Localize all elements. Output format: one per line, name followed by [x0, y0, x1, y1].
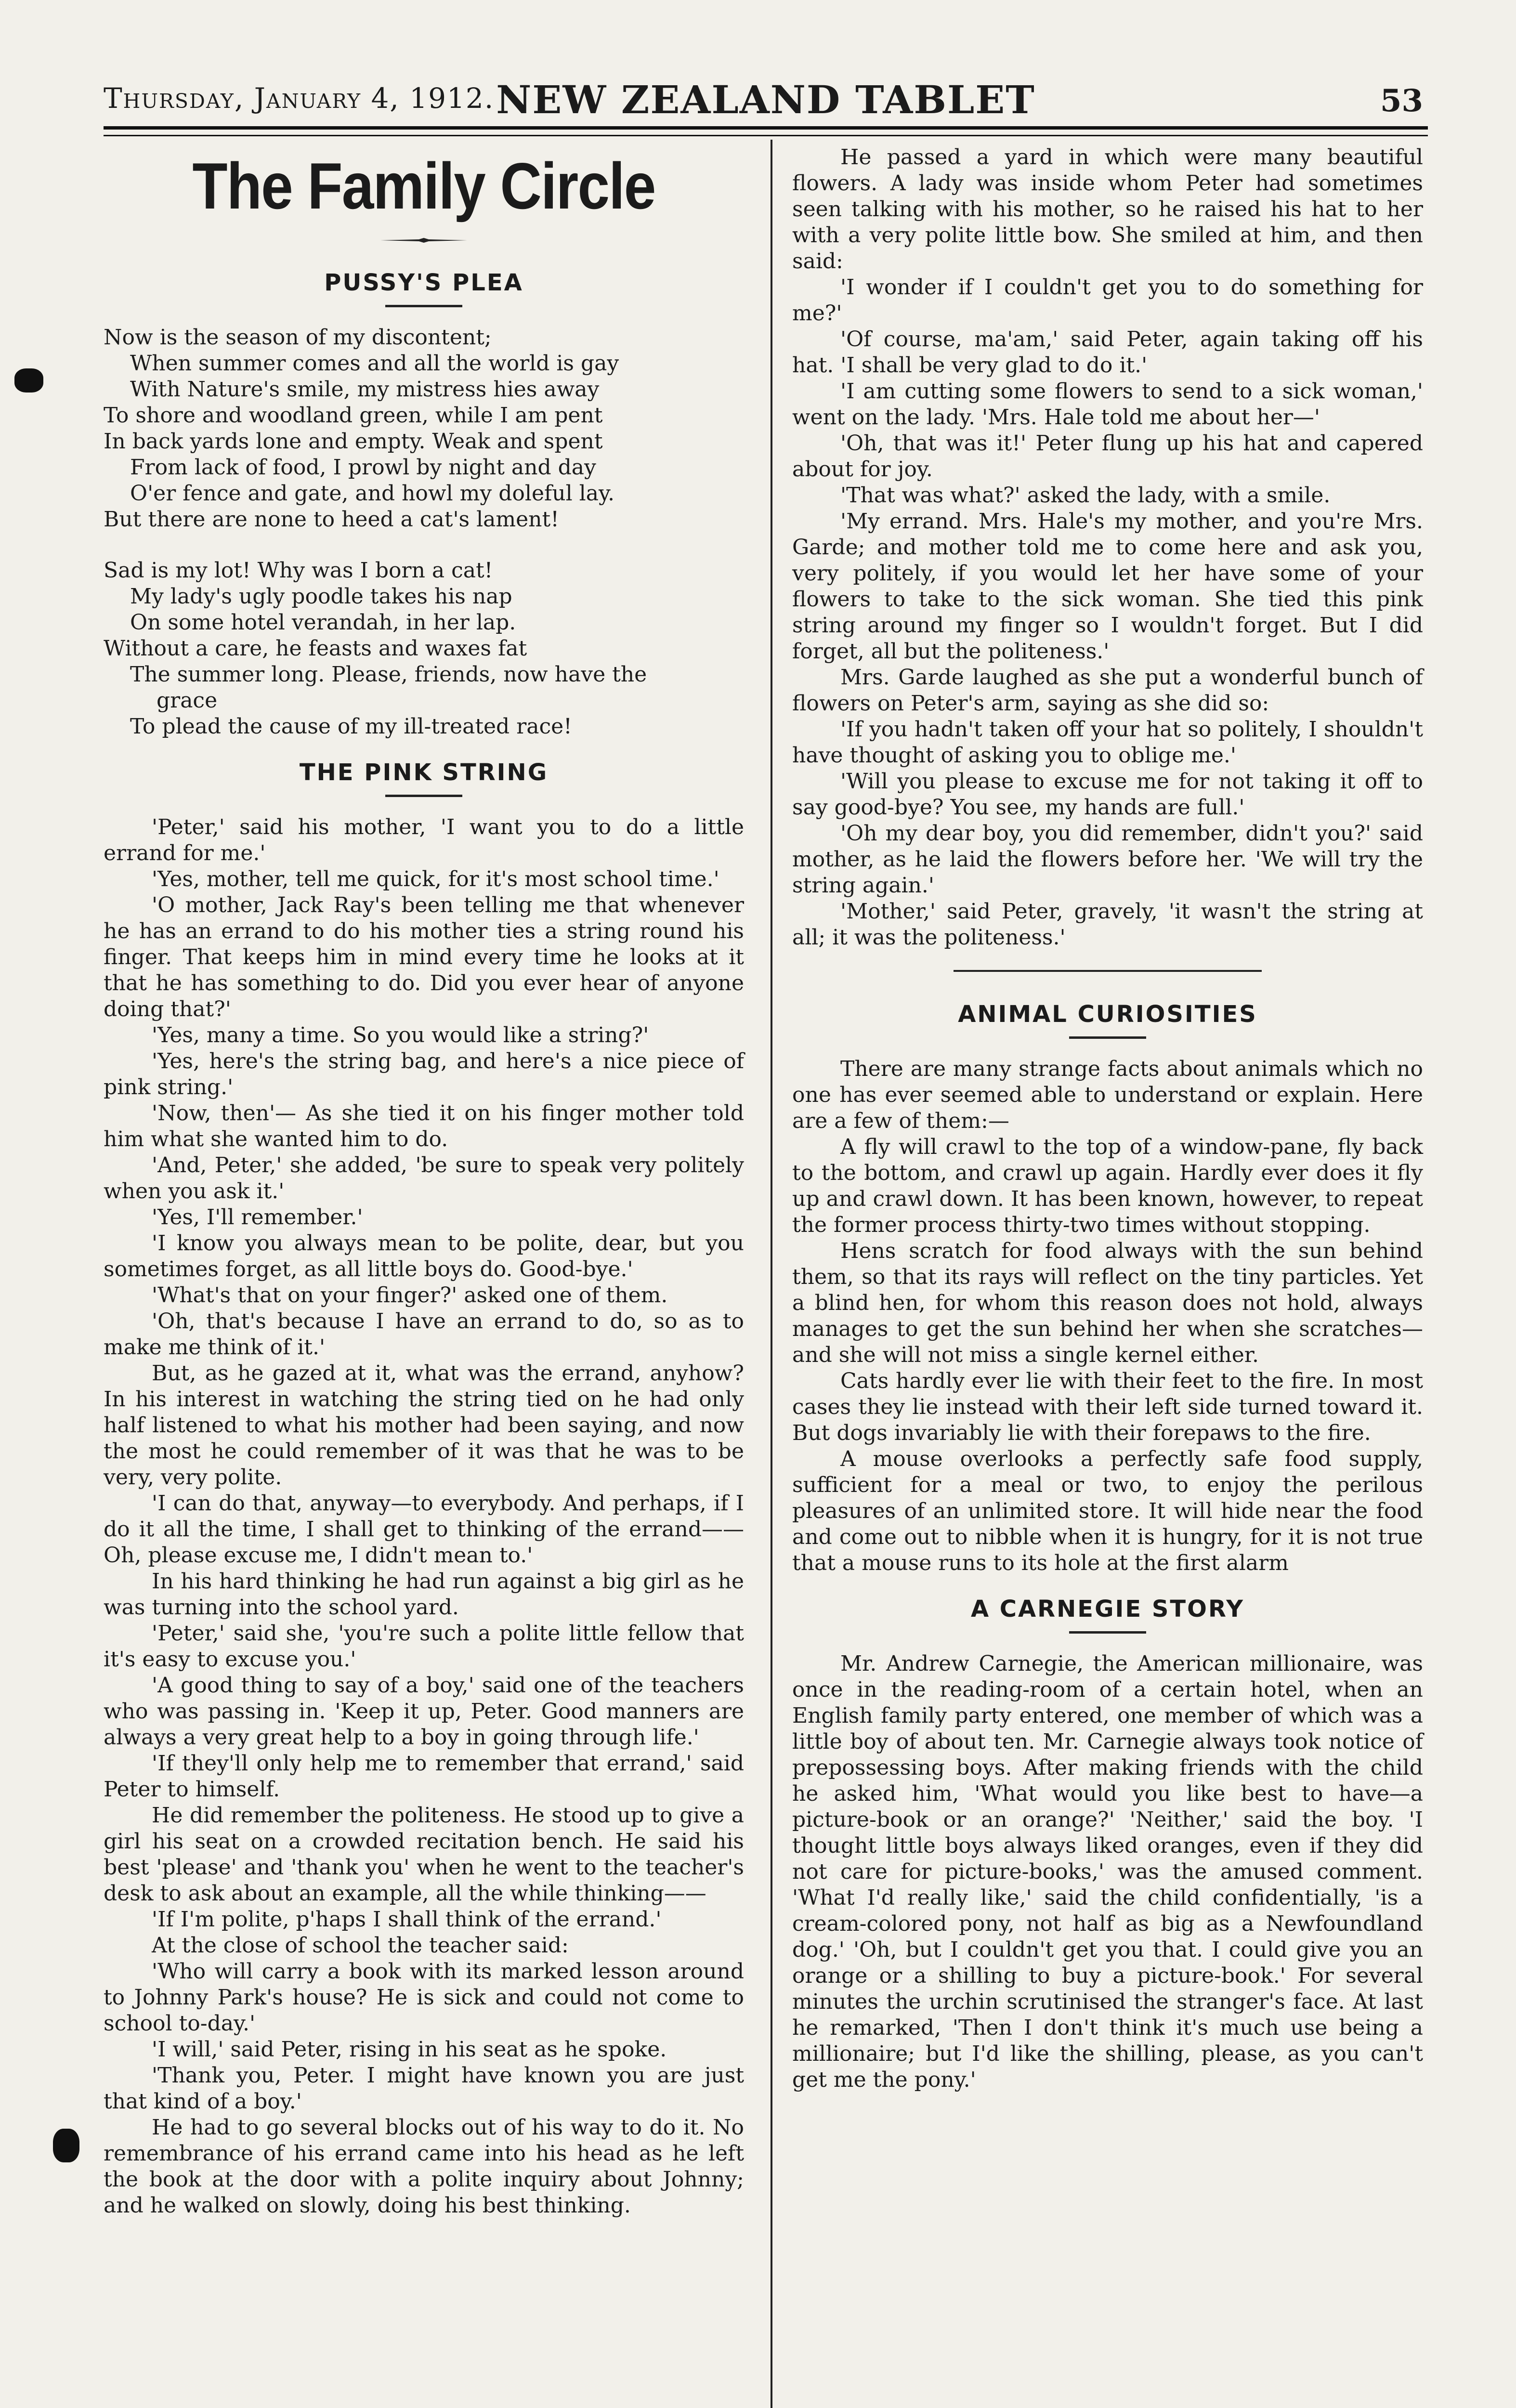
paragraph: 'Will you please to excuse me for not taking it off to say good-bye? You see, my hands are full.' [792, 769, 1423, 820]
pussys-plea-heading: PUSSY'S PLEA [324, 269, 523, 296]
pussys-plea-poem [104, 325, 744, 740]
header-rule-thin [104, 135, 1428, 136]
column-divider [771, 140, 772, 2408]
paragraph: 'Now, then'— As she tied it on his finger mother told him what she wanted him to do. [104, 1101, 744, 1152]
paragraph: 'And, Peter,' she added, 'be sure to speak very politely when you ask it.' [104, 1153, 744, 1204]
masthead-title: NEW ZEALAND TABLET [496, 77, 1035, 122]
poem-line: To plead the cause of my ill-treated race! [130, 714, 572, 739]
paragraph: At the close of school the teacher said: [152, 1933, 569, 1958]
paragraph: But, as he gazed at it, what was the errand, anyhow? In his interest in watching the string tied on he had only half listened to what his mother had been saying, and now the most he could remember of it was that he was to be very, very polite. [104, 1361, 744, 1490]
heading-rule [385, 795, 462, 797]
stanza-gap [104, 533, 744, 558]
animal-curiosities-heading: ANIMAL CURIOSITIES [958, 1001, 1257, 1028]
paragraph: 'If I'm polite, p'haps I shall think of the errand.' [152, 1907, 662, 1932]
poem-line: O'er fence and gate, and howl my doleful lay. [130, 481, 614, 506]
pink-string-text-part2 [792, 144, 1423, 951]
poem-line: My lady's ugly poodle takes his nap [130, 584, 512, 609]
paragraph: 'Peter,' said she, 'you're such a polite little fellow that it's easy to excuse you.' [104, 1621, 744, 1672]
paragraph: 'Oh my dear boy, you did remember, didn't you?' said mother, as he laid the flowers before her. 'We will try the string again.' [792, 821, 1423, 898]
paragraph: In his hard thinking he had run against a big girl as he was turning into the school yard. [104, 1569, 744, 1620]
right-column [792, 144, 1423, 2093]
paragraph: 'Oh, that's because I have an errand to do, so as to make me think of it.' [104, 1309, 744, 1360]
section-title: The Family Circle [192, 149, 655, 222]
ink-blot [53, 2129, 79, 2162]
heading-rule [1069, 1631, 1146, 1634]
paragraph: 'That was what?' asked the lady, with a smile. [840, 483, 1331, 508]
pink-string-heading: THE PINK STRING [299, 759, 549, 786]
header-rule-thick [104, 126, 1428, 130]
paragraph: 'My errand. Mrs. Hale's my mother, and you're Mrs. Garde; and mother told me to come here and ask you, very politely, if you would let her have some of your flowers to take to the sick woman. She tied this pink string around my finger so I wouldn't forget. But I did forget, all but the politeness.' [792, 509, 1423, 664]
paragraph: 'Peter,' said his mother, 'I want you to do a little errand for me.' [104, 815, 744, 865]
page-header [104, 72, 1428, 125]
paragraph: 'I am cutting some flowers to send to a sick woman,' went on the lady. 'Mrs. Hale told me about her—' [792, 379, 1423, 430]
paragraph: He did remember the politeness. He stood up to give a girl his seat on a crowded recitation bench. He said his best 'please' and 'thank you' when he went to the teacher's desk to ask about an example, all the while thinking—— [104, 1803, 744, 1906]
paragraph: 'I can do that, anyway—to everybody. And perhaps, if I do it all the time, I shall get to thinking of the errand—— Oh, please excuse me, I didn't mean to.' [104, 1491, 744, 1568]
paragraph: There are many strange facts about animals which no one has ever seemed able to understand or explain. Here are a few of them:— [792, 1057, 1423, 1133]
poem-line: But there are none to heed a cat's lament! [104, 507, 559, 532]
poem-line: When summer comes and all the world is gay [130, 351, 619, 376]
paragraph: 'What's that on your finger?' asked one of them. [152, 1283, 668, 1308]
paragraph: 'I will,' said Peter, rising in his seat as he spoke. [152, 2037, 667, 2062]
pink-string-text-part1 [104, 814, 744, 2219]
animal-curiosities-text [792, 1056, 1423, 1576]
poem-line: Sad is my lot! Why was I born a cat! [104, 558, 493, 583]
poem-line: Without a care, he feasts and waxes fat [104, 636, 527, 661]
paragraph: 'A good thing to say of a boy,' said one of the teachers who was passing in. 'Keep it up, Peter. Good manners are always a very great help to a boy in going through life.' [104, 1673, 744, 1750]
paragraph: 'If you hadn't taken off your hat so politely, I shouldn't have thought of asking you to oblige me.' [792, 717, 1423, 768]
paragraph: Hens scratch for food always with the sun behind them, so that its rays will reflect on the tiny particles. Yet a blind hen, for whom this reason does not hold, always manages to get the sun behind her when she scratches—and she will not miss a single kernel either. [792, 1239, 1423, 1367]
paragraph: 'I wonder if I couldn't get you to do something for me?' [792, 275, 1423, 326]
heading-rule [1069, 1036, 1146, 1039]
poem-line: In back yards lone and empty. Weak and spent [104, 429, 603, 454]
section-divider [954, 970, 1262, 972]
paragraph: Mr. Andrew Carnegie, the American millionaire, was once in the reading-room of a certain hotel, when an English family party entered, one member of which was a little boy of about ten. Mr. Carnegie always took notice of prepossessing boys. After making friends with the child he asked him, 'What would you like best to have—a picture-book or an orange?' 'Neither,' said the boy. 'I thought little boys always liked oranges, even if they did not care for picture-books,' was the amused comment. 'What I'd really like,' said the child confidentially, 'is a cream-colored pony, not half as big as a Newfoundland dog.' 'Oh, but I couldn't get you that. I could give you an orange or a shilling to buy a picture-book.' For several minutes the urchin scrutinised the stranger's face. At last he remarked, 'Then I don't think it's much use being a millionaire; but I'd like the shilling, please, as you can't get me the pony.' [792, 1651, 1423, 2092]
page-number: 53 [1380, 83, 1423, 119]
paragraph: 'Who will carry a book with its marked lesson around to Johnny Park's house? He is sick and could not come to school to-day.' [104, 1959, 744, 2036]
paragraph: 'I know you always mean to be polite, dear, but you sometimes forget, as all little boys do. Good-bye.' [104, 1231, 744, 1282]
poem-line: To shore and woodland green, while I am pent [104, 403, 603, 428]
header-date: Thursday, January 4, 1912. [104, 82, 495, 115]
poem-line: With Nature's smile, my mistress hies away [130, 377, 600, 402]
paragraph: 'Mother,' said Peter, gravely, 'it wasn't the string at all; it was the politeness.' [792, 899, 1423, 950]
paragraph: 'Yes, here's the string bag, and here's a nice piece of pink string.' [104, 1049, 744, 1099]
paragraph: Mrs. Garde laughed as she put a wonderful bunch of flowers on Peter's arm, saying as she did so: [792, 665, 1423, 716]
heading-rule [385, 305, 462, 307]
paragraph: 'Yes, mother, tell me quick, for it's most school time.' [152, 867, 719, 891]
poem-line: On some hotel verandah, in her lap. [130, 610, 516, 635]
title-ornament [380, 238, 467, 243]
paragraph: 'Of course, ma'am,' said Peter, again taking off his hat. 'I shall be very glad to do it.' [792, 327, 1423, 378]
paragraph: He had to go several blocks out of his way to do it. No remembrance of his errand came into his head as he left the book at the door with a polite inquiry about Johnny; and he walked on slowly, doing his best thinking. [104, 2115, 744, 2218]
paragraph: 'Oh, that was it!' Peter flung up his hat and capered about for joy. [792, 431, 1423, 482]
carnegie-story-text [792, 1651, 1423, 2093]
paragraph: Cats hardly ever lie with their feet to the fire. In most cases they lie instead with their left side turned toward it. But dogs invariably lie with their forepaws to the fire. [792, 1369, 1423, 1445]
paragraph: 'Yes, many a time. So you would like a string?' [152, 1023, 649, 1047]
carnegie-story-heading: A CARNEGIE STORY [970, 1596, 1245, 1623]
paragraph: 'O mother, Jack Ray's been telling me that whenever he has an errand to do his mother ties a string round his finger. That keeps him in mind every time he looks at it that he has something to do. Did you ever hear of anyone doing that?' [104, 893, 744, 1021]
paragraph: 'If they'll only help me to remember that errand,' said Peter to himself. [104, 1751, 744, 1802]
poem-line: grace [157, 688, 218, 713]
paragraph: 'Yes, I'll remember.' [152, 1205, 363, 1230]
paragraph: 'Thank you, Peter. I might have known you are just that kind of a boy.' [104, 2063, 744, 2114]
paragraph: A fly will crawl to the top of a window-pane, fly back to the bottom, and crawl up again. Hardly ever does it fly up and crawl down. It has been known, however, to repeat the former process thirty-two times without stopping. [792, 1135, 1423, 1237]
poem-line: Now is the season of my discontent; [104, 325, 492, 350]
poem-line: From lack of food, I prowl by night and day [130, 455, 596, 480]
paragraph: He passed a yard in which were many beautiful flowers. A lady was inside whom Peter had sometimes seen talking with his mother, so he raised his hat to her with a very polite little bow. She smiled at him, and then said: [792, 145, 1423, 274]
poem-line: The summer long. Please, friends, now have the [130, 662, 647, 687]
paragraph: A mouse overlooks a perfectly safe food supply, sufficient for a meal or two, to enjoy the perilous pleasures of an unlimited store. It will hide near the food and come out to nibble when it is hungry, for it is not true that a mouse runs to its hole at the first alarm [792, 1447, 1423, 1575]
ink-blot [14, 368, 43, 393]
left-column [104, 144, 744, 2219]
